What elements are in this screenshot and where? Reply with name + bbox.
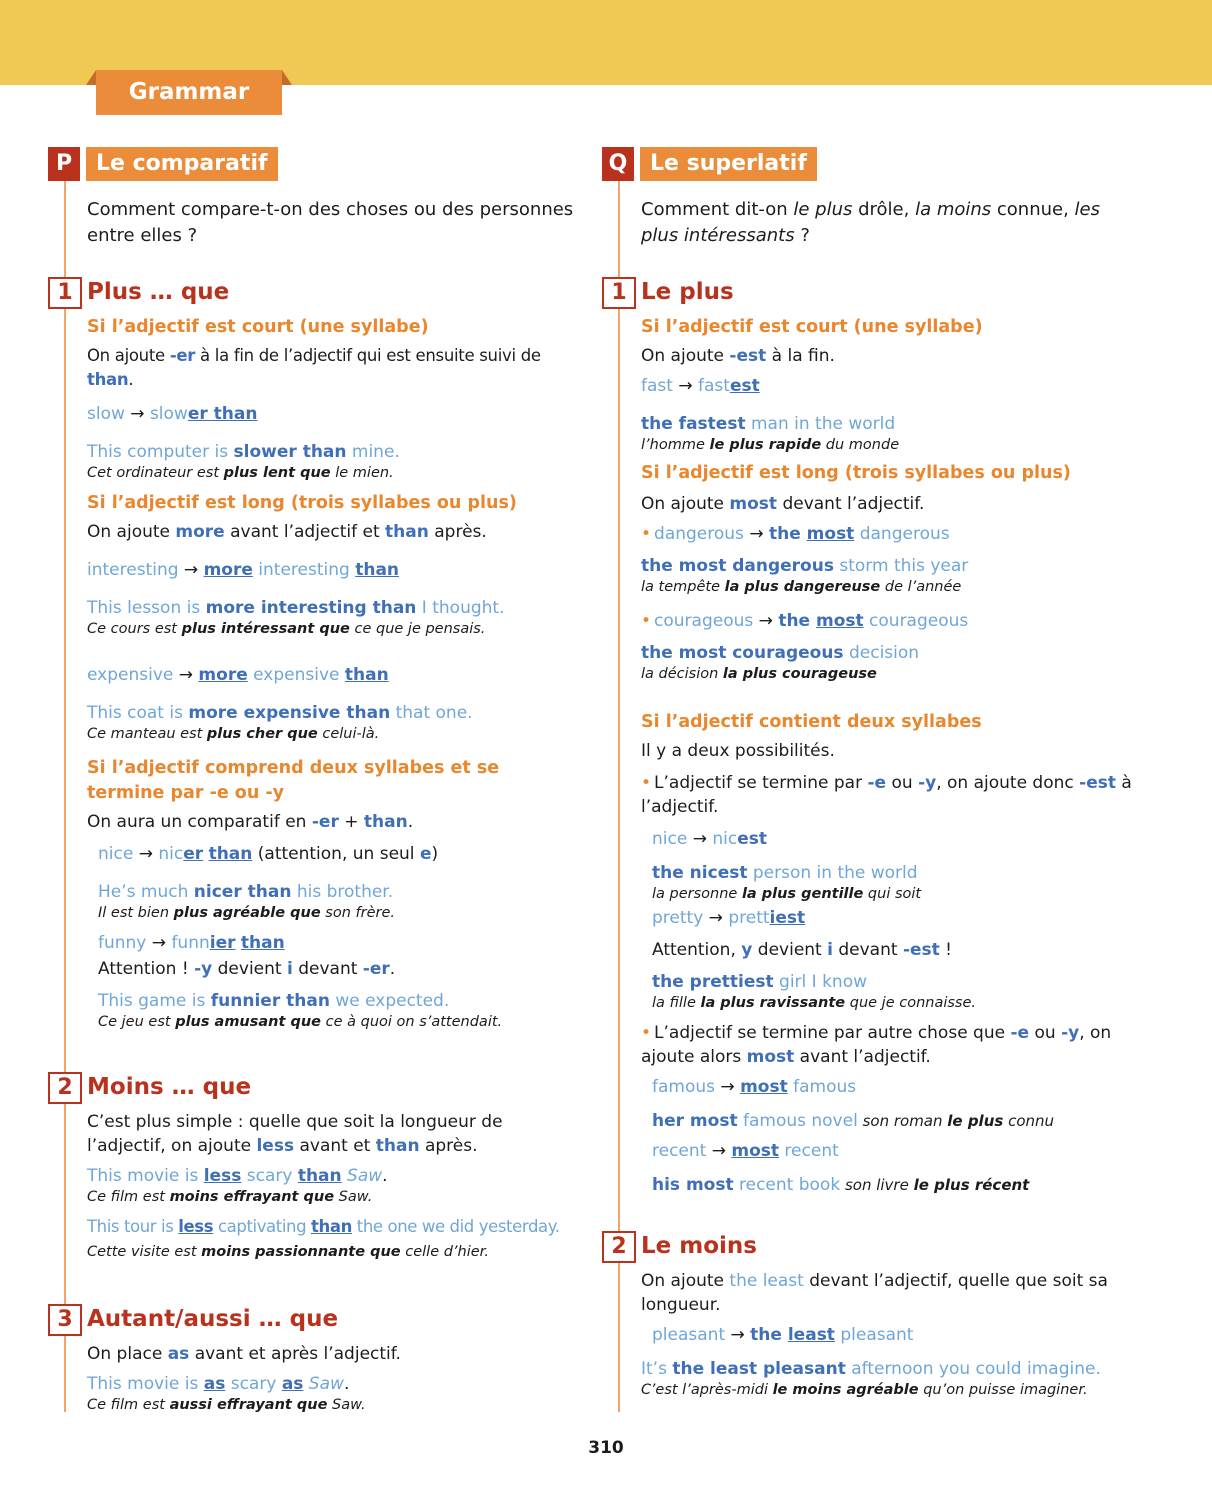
rule-heading: Si l’adjectif est long (trois syllabes ou plus) [641,463,1071,483]
rule-text: • L’adjectif se termine par -e ou -y, on ajoute donc -est à l’adjectif. [641,771,1132,819]
rule-text: On ajoute most devant l’adjectif. [641,494,925,514]
rule-heading: Si l’adjectif est long (trois syllabes ou plus) [87,493,517,513]
example-sentence: This game is funnier than we expected. [98,991,450,1011]
rule-text: On ajoute more avant l’adjectif et than après. [87,522,487,542]
section-header [48,145,578,183]
subsection-header [48,277,578,307]
example-sentence: the most courageous decision [641,643,920,663]
rule-text: • L’adjectif se termine par autre chose que -e ou -y, on ajoute alors most avant l’adjectif. [641,1021,1132,1069]
subsection-number: 1 [48,277,82,309]
section-header [602,145,1132,183]
subsection-header [48,1304,578,1334]
example-sentence: the prettiest girl I know [652,972,868,992]
translation: Ce manteau est plus cher que celui-là. [87,726,380,742]
translation: Ce jeu est plus amusant que ce à quoi on s’attendait. [98,1014,503,1030]
intro-text: Comment dit-on le plus drôle, la moins connue, les plus intéressants ? [641,199,1100,246]
subsection-title: Le moins [641,1233,757,1259]
translation: la tempête la plus dangereuse de l’année [641,579,962,595]
rule-heading: Si l’adjectif est court (une syllabe) [87,317,429,337]
intro-text: Comment compare-t-on des choses ou des personnes entre elles ? [87,199,574,246]
example-sentence: his most recent book son livre le plus récent [652,1175,1030,1195]
rule-heading: Si l’adjectif est court (une syllabe) [641,317,983,337]
translation: Il est bien plus agréable que son frère. [98,905,396,921]
subsection-number: 3 [48,1304,82,1336]
rule-heading: Si l’adjectif comprend deux syllabes et se termine par -e ou -y [87,758,500,803]
rule-text: Attention ! -y devient i devant -er. [98,959,396,979]
example: expensive → more expensive than [87,665,389,685]
example: pleasant → the least pleasant [652,1325,914,1345]
rule-text: On aura un comparatif en -er + than. [87,812,414,832]
subsection-header [602,277,1132,307]
example: nice → nicest [652,829,768,849]
section-title: Le comparatif [86,147,278,181]
example-sentence: This coat is more expensive than that one. [87,703,473,723]
subsection-number: 1 [602,277,636,309]
example: slow → slower than [87,404,258,424]
example-sentence: her most famous novel son roman le plus connu [652,1111,1055,1131]
page-number: 310 [588,1438,624,1458]
example: • courageous → the most courageous [641,609,1132,633]
translation: Ce film est moins effrayant que Saw. [87,1189,373,1205]
section-letter: Q [602,147,634,181]
example-sentence: It’s the least pleasant afternoon you could imagine. [641,1359,1101,1379]
example-sentence: the nicest person in the world [652,863,918,883]
example-sentence: This movie is as scary as Saw. [87,1374,350,1394]
subsection-title: Autant/aussi … que [87,1306,339,1332]
example: • dangerous → the most dangerous [641,522,1132,546]
subsection-number: 2 [602,1231,636,1263]
translation: Cette visite est moins passionnante que celle d’hier. [87,1244,489,1260]
example: pretty → prettiest [652,908,806,928]
subsection-title: Moins … que [87,1074,252,1100]
subsection-number: 2 [48,1072,82,1104]
example: recent → most recent [652,1141,839,1161]
section-title: Le superlatif [640,147,817,181]
rule-text: On ajoute -est à la fin. [641,346,835,366]
example-sentence: This lesson is more interesting than I thought. [87,598,505,618]
grammar-tab: Grammar [96,70,282,115]
translation: la personne la plus gentille qui soit [652,886,922,902]
translation: C’est l’après-midi le moins agréable qu’on puisse imaginer. [641,1382,1088,1398]
example-sentence: the most dangerous storm this year [641,556,969,576]
translation: Ce cours est plus intéressant que ce que je pensais. [87,621,486,637]
example-sentence: This tour is less captivating than the one we did yesterday. [87,1217,560,1236]
subsection-header [48,1072,578,1102]
subsection-header [602,1231,1132,1261]
example: fast → fastest [641,376,760,396]
translation: Cet ordinateur est plus lent que le mien. [87,465,394,481]
translation: l’homme le plus rapide du monde [641,437,900,453]
example-sentence: This computer is slower than mine. [87,442,400,462]
example-sentence: He’s much nicer than his brother. [98,882,394,902]
rule-heading: Si l’adjectif contient deux syllabes [641,712,982,732]
rule-text: On place as avant et après l’adjectif. [87,1344,401,1364]
rule-text: Attention, y devient i devant -est ! [652,940,952,960]
example: interesting → more interesting than [87,560,400,580]
example: nice → nicer than (attention, un seul e) [98,844,439,864]
section-letter: P [48,147,80,181]
rule-text: On ajoute the least devant l’adjectif, quelle que soit sa longueur. [641,1271,1108,1315]
superlatif-column [602,145,1132,1408]
rule-text: Il y a deux possibilités. [641,741,835,761]
example: famous → most famous [652,1077,857,1097]
example: funny → funnier than [98,933,285,953]
example-sentence: This movie is less scary than Saw. [87,1166,388,1186]
comparatif-column [48,145,578,1423]
translation: la fille la plus ravissante que je connaisse. [652,995,977,1011]
translation: Ce film est aussi effrayant que Saw. [87,1397,366,1413]
subsection-title: Le plus [641,279,734,305]
rule-text: C’est plus simple : quelle que soit la longueur de l’adjectif, on ajoute less avant et than après. [87,1112,503,1156]
example-sentence: the fastest man in the world [641,414,896,434]
translation: la décision la plus courageuse [641,666,877,682]
subsection-title: Plus … que [87,279,230,305]
rule-text: On ajoute -er à la fin de l’adjectif qui est ensuite suivi de than. [87,346,541,389]
